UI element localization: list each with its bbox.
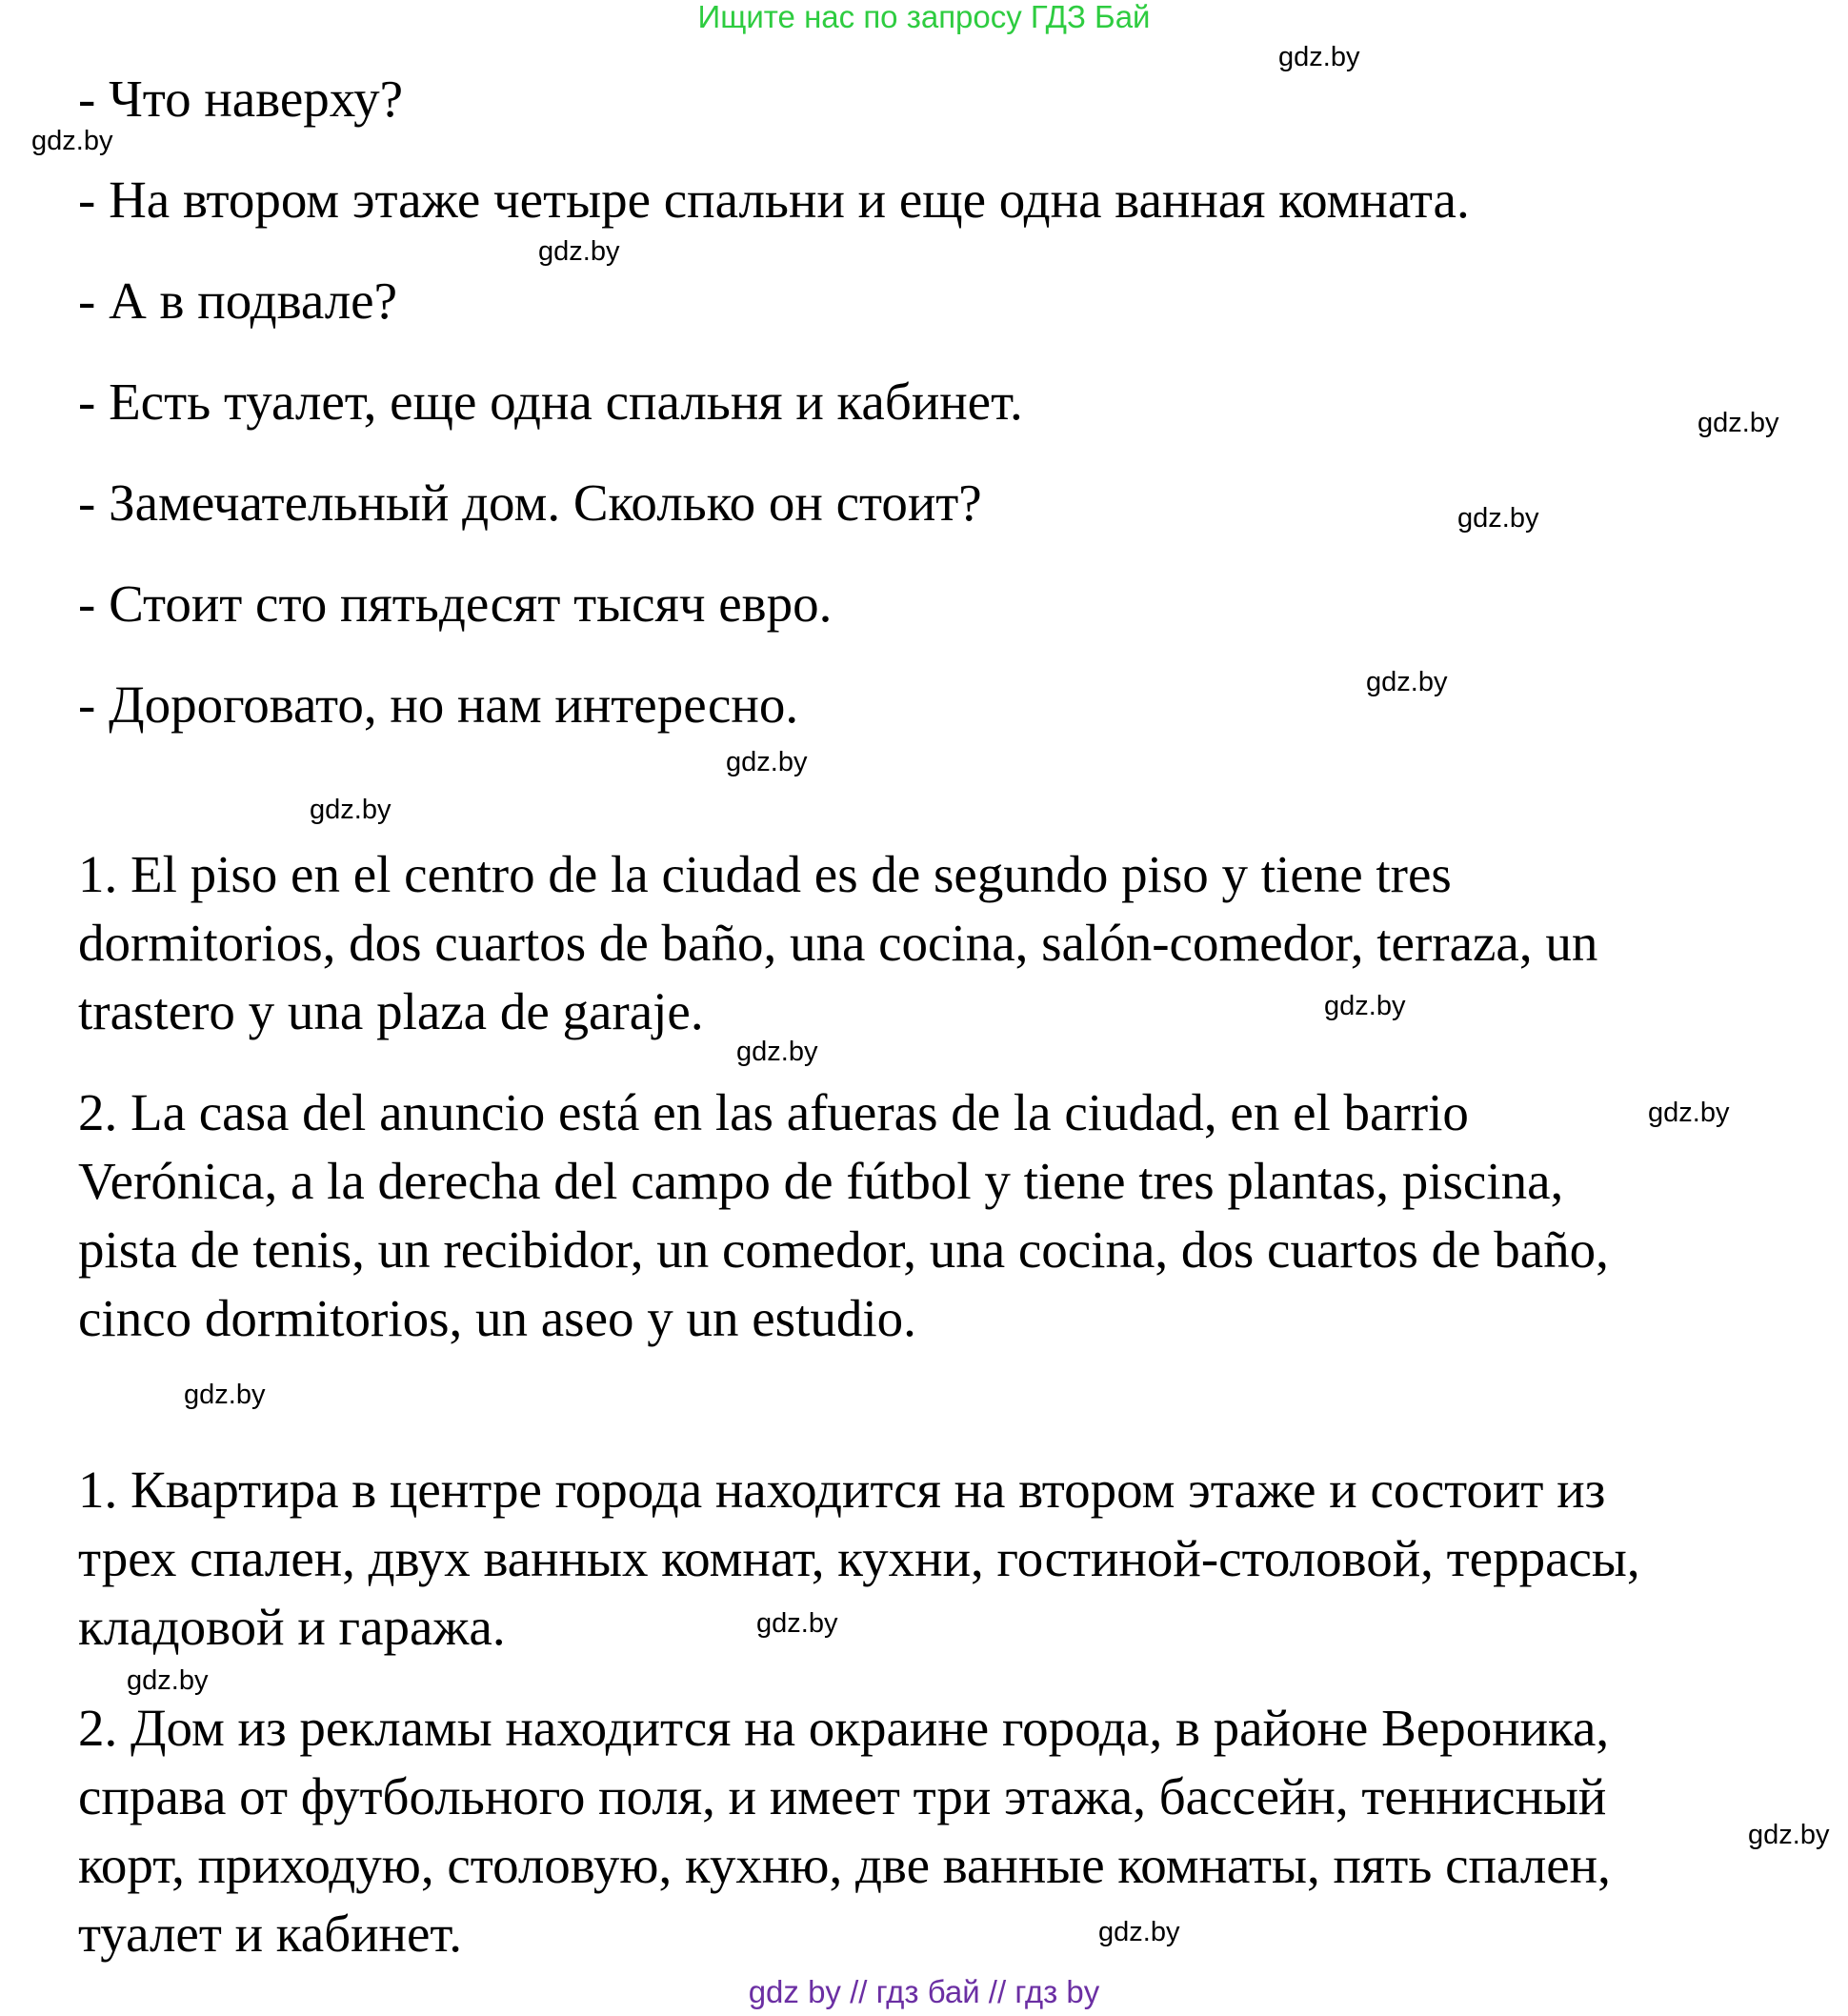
russian-answer-1-line-2: трех спален, двух ванных комнат, кухни, гостиной-столовой, террасы,: [78, 1529, 1640, 1587]
spanish-answer-2-line-2: Verónica, a la derecha del campo de fútbol y tiene tres plantas, piscina,: [78, 1152, 1564, 1210]
search-hint-header: Ищите нас по запросу ГДЗ Бай: [697, 0, 1151, 34]
russian-answer-1-line-1: 1. Квартира в центре города находится на втором этаже и состоит из: [78, 1461, 1606, 1519]
spanish-answer-2-line-3: pista de tenis, un recibidor, un comedor, una cocina, dos cuartos de baño,: [78, 1220, 1609, 1279]
spanish-answer-2-line-4: cinco dormitorios, un aseo y un estudio.: [78, 1289, 916, 1347]
watermark: gdz.by: [127, 1665, 209, 1696]
russian-answer-1-line-3: кладовой и гаража.: [78, 1598, 506, 1656]
dialogue-line-1: - Что наверху?: [78, 70, 404, 128]
russian-answer-1: [78, 1456, 1774, 1662]
spanish-answer-1-line-1: 1. El piso en el centro de la ciudad es de segundo piso y tiene tres: [78, 845, 1452, 903]
watermark: gdz.by: [1324, 991, 1406, 1021]
dialogue-line-5: - Замечательный дом. Сколько он стоит?: [78, 474, 982, 532]
russian-answer-2-line-1: 2. Дом из рекламы находится на окраине города, в районе Вероника,: [78, 1699, 1610, 1757]
russian-answer-2: [78, 1694, 1774, 1968]
russian-answer-2-line-2: справа от футбольного поля, и имеет три этажа, бассейн, теннисный: [78, 1767, 1607, 1825]
dialogue-line-2: - На втором этаже четыре спальни и еще одна ванная комната.: [78, 171, 1470, 229]
dialogue-line-3: - А в подвале?: [78, 272, 397, 330]
spanish-answer-1-line-2: dormitorios, dos cuartos de baño, una cocina, salón-comedor, terraza, un: [78, 914, 1598, 972]
watermark: gdz.by: [31, 126, 113, 156]
watermark: gdz.by: [736, 1037, 818, 1067]
watermark: gdz.by: [1098, 1917, 1180, 1947]
spanish-answer-2: [78, 1079, 1774, 1353]
dialogue-line-4: - Есть туалет, еще одна спальня и кабинет.: [78, 373, 1023, 431]
watermark: gdz.by: [1748, 1820, 1830, 1850]
spanish-answer-2-line-1: 2. La casa del anuncio está en las afueras de la ciudad, en el barrio: [78, 1083, 1469, 1141]
watermark: gdz.by: [1278, 42, 1360, 72]
watermark: gdz.by: [310, 795, 392, 825]
watermark: gdz.by: [1366, 667, 1448, 697]
watermark: gdz.by: [756, 1608, 838, 1639]
watermark: gdz.by: [1697, 408, 1779, 438]
watermark: gdz.by: [1648, 1098, 1730, 1128]
watermark: gdz.by: [726, 747, 808, 777]
watermark: gdz.by: [1457, 503, 1539, 534]
watermark: gdz.by: [184, 1380, 266, 1410]
spanish-answer-1: [78, 840, 1774, 1046]
footer-links: gdz by // гдз бай // гдз by: [748, 1974, 1100, 2009]
dialogue-line-6: - Стоит сто пятьдесят тысяч евро.: [78, 575, 833, 633]
watermark: gdz.by: [538, 236, 620, 267]
spanish-answer-1-line-3: trastero y una plaza de garaje.: [78, 982, 704, 1040]
dialogue-line-7: - Дороговато, но нам интересно.: [78, 675, 799, 734]
russian-answer-2-line-3: корт, приходую, столовую, кухню, две ванные комнаты, пять спален,: [78, 1836, 1611, 1894]
russian-answer-2-line-4: туалет и кабинет.: [78, 1905, 463, 1963]
